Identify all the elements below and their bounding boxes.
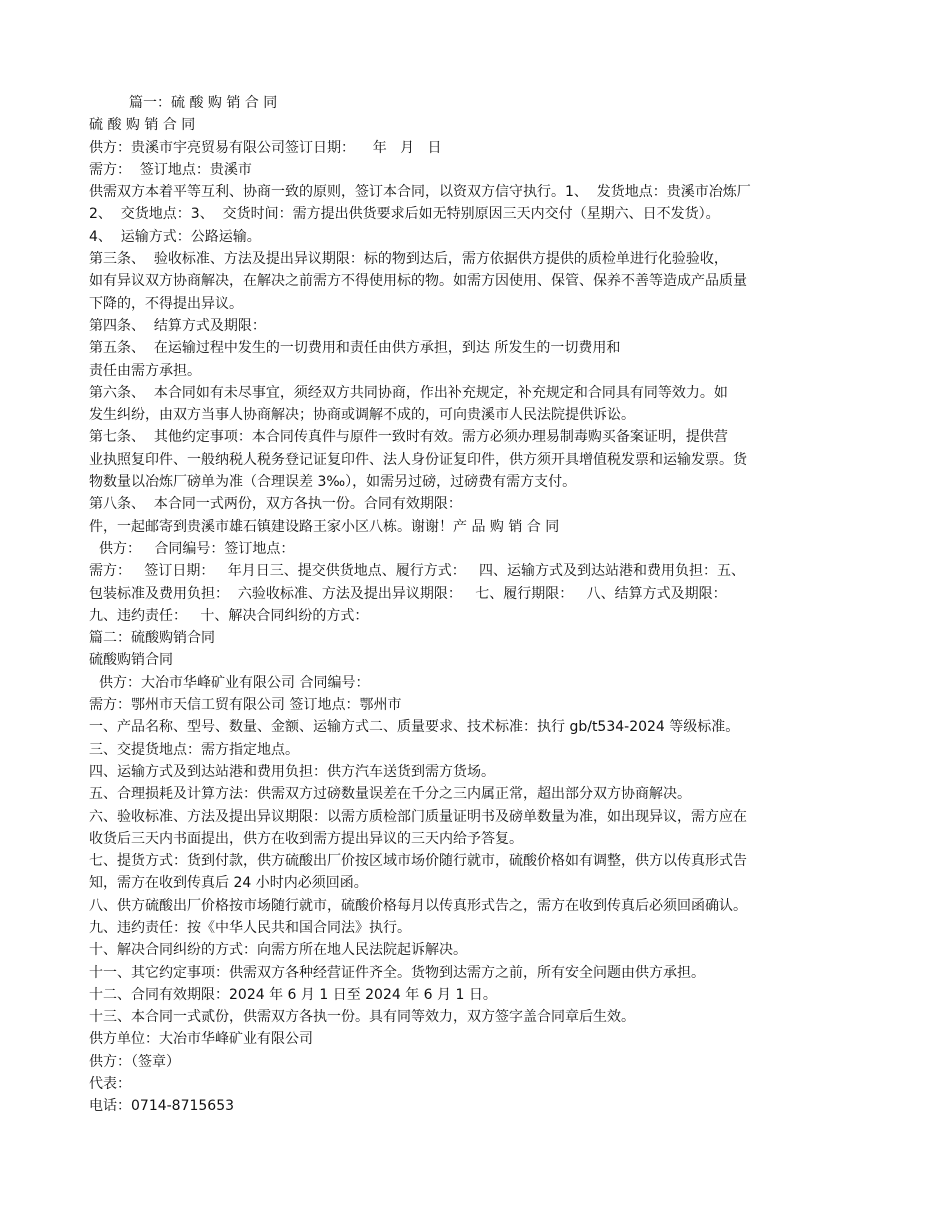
clause-7: 七、提货方式：货到付款，供方硫酸出厂价按区域市场价随行就市，硫酸价格如有调整，供方以传真形式告	[89, 853, 747, 870]
contract-text-line: 2、 交货地点：3、 交货时间：需方提出供货要求后如无特别原因三天内交付（星期六、日不发货）。	[89, 206, 720, 223]
section-title-part2: 篇二：硫酸购销合同	[89, 630, 215, 647]
buyer-line: 需方： 签订地点：贵溪市	[89, 161, 252, 178]
supplier-template-line: 供方： 合同编号：签订地点：	[99, 540, 295, 557]
buyer-line-2: 需方：鄂州市天信工贸有限公司 签订地点：鄂州市	[89, 697, 402, 714]
contract-text-line: 收货后三天内书面提出，供方在收到需方提出异议的三天内给予答复。	[89, 830, 523, 847]
contract-text-line: 知，需方在收到传真后 24 小时内必须回函。	[89, 875, 368, 892]
contract-text-line: 包装标准及费用负担： 六验收标准、方法及提出异议期限： 七、履行期限： 八、结算方式及期限：	[89, 585, 727, 602]
contract-text-line: 如有异议双方协商解决，在解决之前需方不得使用标的物。如需方因使用、保管、保养不善等造成产品质量	[89, 273, 747, 290]
article-5: 第五条、 在运输过程中发生的一切费用和责任由供方承担，到达 所发生的一切费用和	[89, 340, 621, 357]
contract-text-line: 下降的，不得提出异议。	[89, 295, 243, 312]
contract-text-line: 责任由需方承担。	[89, 362, 201, 379]
contract-title: 硫 酸 购 销 合 同	[89, 117, 196, 134]
clause-5: 五、合理损耗及计算方法：供需双方过磅数量误差在千分之三内属正常，超出部分双方协商解决。	[89, 786, 691, 803]
contract-text-line: 九、违约责任： 十、解决合同纠纷的方式：	[89, 607, 369, 624]
supplier-line: 供方：贵溪市宇亮贸易有限公司签订日期： 年 月 日	[89, 139, 442, 156]
contract-text-line: 供需双方本着平等互利、协商一致的原则，签订本合同，以资双方信守执行。1、 发货地点：贵溪市冶炼厂	[89, 184, 751, 201]
article-4: 第四条、 结算方式及期限：	[89, 317, 266, 334]
clause-9: 九、违约责任：按《中华人民共和国合同法》执行。	[89, 919, 411, 936]
article-3: 第三条、 验收标准、方法及提出异议期限：标的物到达后，需方依据供方提供的质检单进行化验验收，	[89, 251, 728, 268]
contract-text-line: 4、 运输方式：公路运输。	[89, 228, 261, 245]
clause-4: 四、运输方式及到达站港和费用负担：供方汽车送货到需方货场。	[89, 763, 495, 780]
phone: 电话：0714-8715653	[89, 1098, 235, 1115]
contract-text-line: 发生纠纷，由双方当事人协商解决；协商或调解不成的，可向贵溪市人民法院提供诉讼。	[89, 407, 635, 424]
contract-text-line: 物数量以冶炼厂磅单为准（合理误差 3‰），如需另过磅，过磅费有需方支付。	[89, 474, 577, 491]
supplier-seal: 供方：（签章）	[89, 1053, 180, 1070]
contract-text-line: 业执照复印件、一般纳税人税务登记证复印件、法人身份证复印件，供方须开具增值税发票和运输发票。货	[89, 451, 747, 468]
supplier-unit: 供方单位：大冶市华峰矿业有限公司	[89, 1031, 313, 1048]
clause-3: 三、交提货地点：需方指定地点。	[89, 741, 299, 758]
representative: 代表：	[89, 1076, 131, 1093]
supplier-line-2: 供方：大冶市华峰矿业有限公司 合同编号：	[99, 674, 370, 691]
clause-8: 八、供方硫酸出厂价格按市场随行就市，硫酸价格每月以传真形式告之，需方在收到传真后必须回函确认。	[89, 897, 747, 914]
contract-title-2: 硫酸购销合同	[89, 652, 173, 669]
clause-12: 十二、合同有效期限：2024 年 6 月 1 日至 2024 年 6 月 1 日。	[89, 986, 497, 1003]
section-title-part1: 篇一：硫 酸 购 销 合 同	[129, 95, 278, 111]
clause-10: 十、解决合同纠纷的方式：向需方所在地人民法院起诉解决。	[89, 942, 467, 959]
article-6: 第六条、 本合同如有未尽事宜，须经双方共同协商，作出补充规定，补充规定和合同具有同等效力。如	[89, 384, 728, 401]
clause-6: 六、验收标准、方法及提出异议期限：以需方质检部门质量证明书及磅单数量为准，如出现异议，需方应在	[89, 808, 747, 825]
article-7: 第七条、 其他约定事项：本合同传真件与原件一致时有效。需方必须办理易制毒购买备案证明，提供营	[89, 429, 728, 446]
article-8: 第八条、 本合同一式两份，双方各执一份。合同有效期限：	[89, 496, 462, 513]
clause-11: 十一、其它约定事项：供需双方各种经营证件齐全。货物到达需方之前，所有安全问题由供方承担。	[89, 964, 705, 981]
contract-text-line: 需方： 签订日期： 年月日三、提交供货地点、履行方式： 四、运输方式及到达站港和费用负担：五、	[89, 563, 746, 580]
contract-text-line: 件，一起邮寄到贵溪市雄石镇建设路王家小区八栋。谢谢！产 品 购 销 合 同	[89, 518, 560, 535]
clause-13: 十三、本合同一式贰份，供需双方各执一份。具有同等效力，双方签字盖合同章后生效。	[89, 1009, 635, 1026]
document-body	[89, 92, 869, 1118]
clause-1-2: 一、产品名称、型号、数量、金额、运输方式二、质量要求、技术标准：执行 gb/t534-2024 等级标准。	[89, 719, 740, 736]
